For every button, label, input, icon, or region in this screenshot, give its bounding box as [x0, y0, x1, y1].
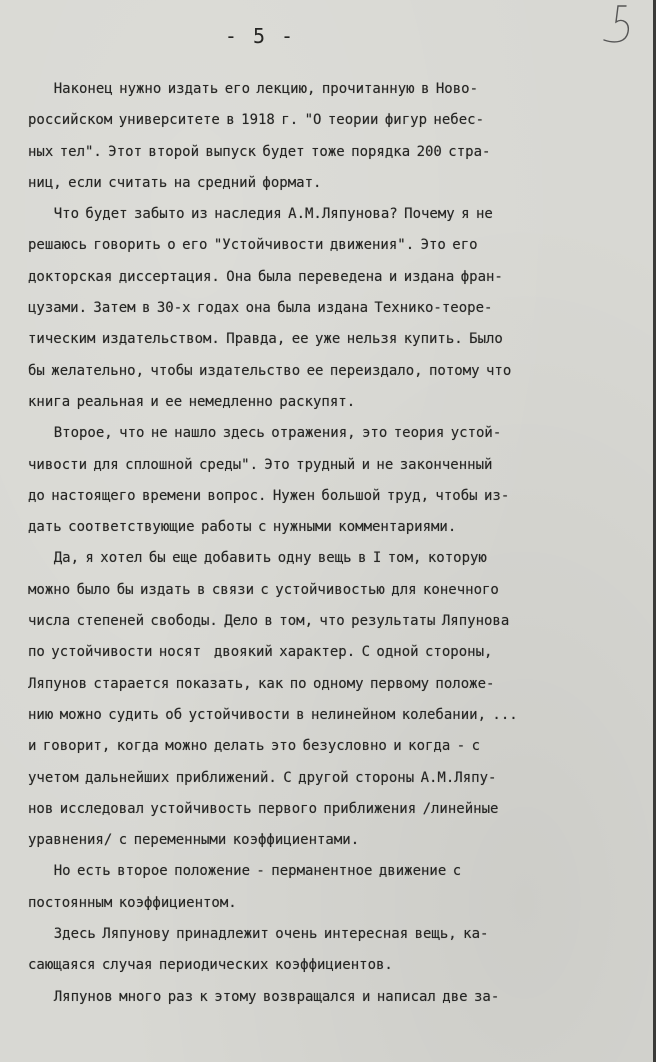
text-line: книга реальная и ее немедленно раскупят. [28, 393, 356, 410]
text-line: Здесь Ляпунову принадлежит очень интересная вещь, ка- [28, 926, 489, 943]
text-line: Что будет забыто из наследия А.М.Ляпунова? Почему я не [28, 206, 493, 223]
text-line: бы желательно, чтобы издательство ее переиздало, потому что [28, 362, 512, 379]
text-line: можно было бы издать в связи с устойчивостью для конечного [28, 581, 499, 598]
text-line: Да, я хотел бы еще добавить одну вещь в I том, которую [28, 550, 487, 567]
text-line: докторская диссертация. Она была переведена и издана фран- [28, 268, 503, 285]
text-line: постоянным коэффициентом. [28, 894, 237, 911]
text-line: Но есть второе положение - перманентное движение с [28, 863, 462, 880]
text-line: дать соответствующие работы с нужными комментариями. [28, 519, 457, 536]
handwritten-page-mark [596, 2, 636, 48]
text-line: до настоящего времени вопрос. Нужен большой труд, чтобы из- [28, 487, 510, 504]
text-line: тическим издательством. Правда, ее уже нельзя купить. Было [28, 331, 503, 348]
text-line: нов исследовал устойчивость первого приближения /линейные [28, 800, 499, 817]
page-number: - 5 - [224, 24, 296, 48]
text-line: ных тел". Этот второй выпуск будет тоже порядка 200 стра- [28, 143, 491, 160]
text-line: Второе, что не нашло здесь отражения, это теория устой- [28, 425, 502, 442]
text-line: чивости для сплошной среды". Это трудный и не законченный [28, 456, 493, 473]
text-line: цузами. Затем в 30-х годах она была издана Технико-теоре- [28, 300, 493, 317]
text-line: учетом дальнейших приближений. С другой стороны А.М.Ляпу- [28, 769, 497, 786]
text-line: сающаяся случая периодических коэффициентов. [28, 957, 393, 974]
text-line: уравнения/ с переменными коэффициентами. [28, 832, 360, 849]
text-line: и говорит, когда можно делать это безусловно и когда - с [28, 738, 481, 755]
text-line: Наконец нужно издать его лекцию, прочитанную в Ново- [28, 81, 479, 97]
text-line: нию можно судить об устойчивости в нелинейном колебании, ... [28, 706, 518, 723]
text-line: Ляпунов много раз к этому возвращался и написал две за- [28, 988, 500, 1005]
text-line: ниц, если считать на средний формат. [28, 174, 322, 191]
text-line: по устойчивости носят двоякий характер. С одной стороны, [28, 644, 493, 661]
text-line: числа степеней свободы. Дело в том, что результаты Ляпунова [28, 613, 510, 630]
text-line: решаюсь говорить о его "Устойчивости движения". Это его [28, 237, 478, 254]
text-line: российском университете в 1918 г. "О теории фигур небес- [28, 112, 485, 129]
text-line: Ляпунов старается показать, как по одному первому положе- [28, 675, 495, 692]
body-text [28, 74, 626, 1013]
